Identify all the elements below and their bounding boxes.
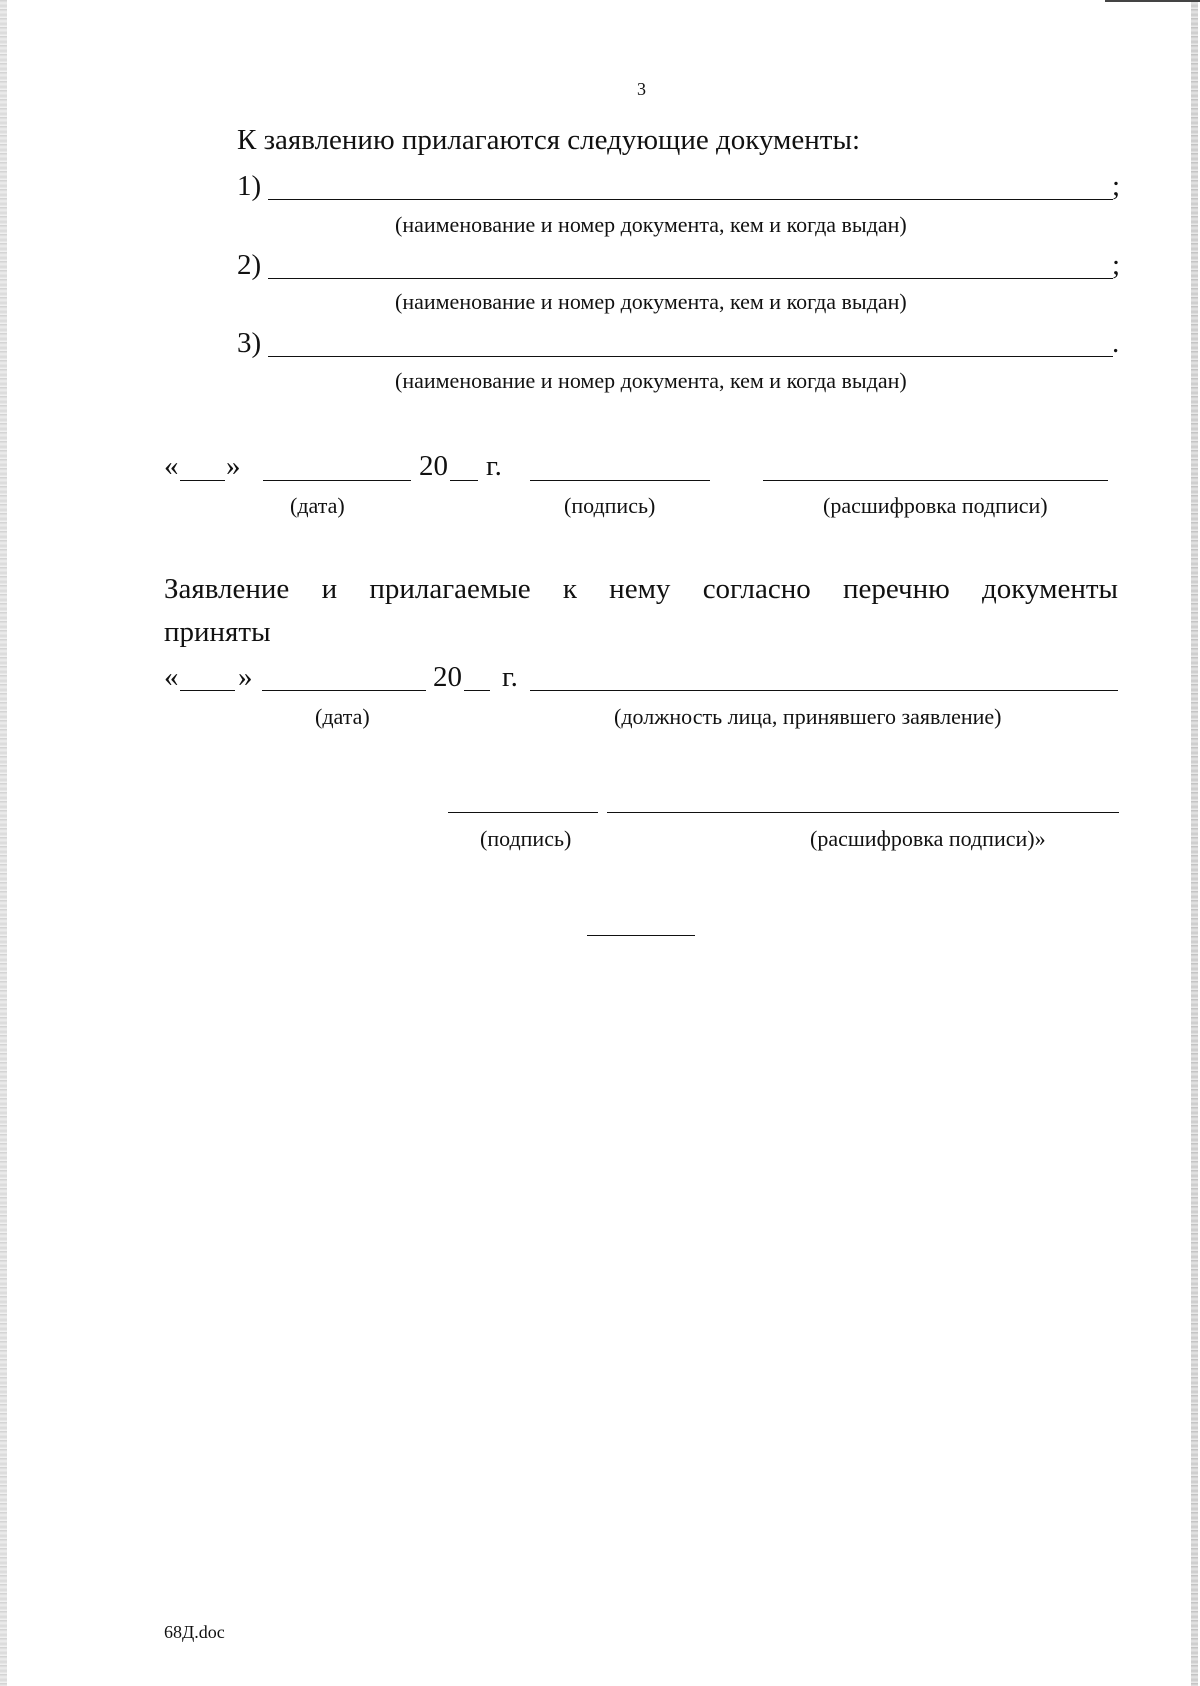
attachments-heading: К заявлению прилагаются следующие документы: (237, 124, 861, 156)
acceptance-signature-caption: (подпись) (480, 826, 572, 851)
attachment-1-end: ; (1112, 170, 1121, 202)
attachment-2-marker: 2) (237, 249, 262, 281)
acceptance-day-line[interactable] (180, 690, 235, 691)
applicant-date-caption: (дата) (290, 493, 345, 518)
attachment-1-caption: (наименование и номер документа, кем и когда выдан) (395, 212, 907, 237)
applicant-quote-close: » (226, 450, 241, 482)
acceptance-text-line2: приняты (164, 616, 271, 648)
applicant-quote-open: « (164, 450, 179, 482)
attachment-1-marker: 1) (237, 170, 262, 202)
acceptance-signature-line[interactable] (448, 812, 598, 813)
scan-edge-left (0, 0, 7, 1686)
acceptance-position-line[interactable] (530, 690, 1118, 691)
attachment-2-caption: (наименование и номер документа, кем и когда выдан) (395, 289, 907, 314)
footer-file-name: 68Д.doc (164, 1622, 225, 1642)
applicant-signature-line[interactable] (530, 480, 710, 481)
acceptance-position-caption: (должность лица, принявшего заявление) (614, 704, 1002, 729)
attachment-3-line[interactable] (268, 356, 1113, 357)
acceptance-date-caption: (дата) (315, 704, 370, 729)
acceptance-year-prefix: 20 (433, 661, 462, 693)
acceptance-signature-decode-line[interactable] (607, 812, 1119, 813)
applicant-year-suffix: г. (486, 450, 502, 482)
applicant-decode-caption: (расшифровка подписи) (823, 493, 1048, 518)
attachment-3-marker: 3) (237, 327, 262, 359)
attachment-3-end: . (1112, 327, 1120, 359)
applicant-signature-caption: (подпись) (564, 493, 656, 518)
acceptance-quote-open: « (164, 661, 179, 693)
acceptance-month-line[interactable] (262, 690, 426, 691)
page-number: 3 (637, 79, 646, 99)
applicant-signature-decode-line[interactable] (763, 480, 1108, 481)
scan-edge-top (1105, 0, 1200, 2)
scan-edge-right (1191, 0, 1198, 1686)
acceptance-decode-caption: (расшифровка подписи)» (810, 826, 1046, 851)
attachment-3-caption: (наименование и номер документа, кем и когда выдан) (395, 368, 907, 393)
applicant-month-line[interactable] (263, 480, 411, 481)
acceptance-year-line[interactable] (464, 690, 490, 691)
attachment-1-line[interactable] (268, 199, 1113, 200)
acceptance-year-suffix: г. (502, 661, 518, 693)
applicant-year-prefix: 20 (419, 450, 448, 482)
attachment-2-line[interactable] (268, 278, 1113, 279)
acceptance-quote-close: » (238, 661, 253, 693)
applicant-year-line[interactable] (450, 480, 478, 481)
acceptance-text-line1: Заявление и прилагаемые к нему согласно перечню документы (164, 573, 1118, 605)
closing-separator (587, 935, 695, 936)
attachment-2-end: ; (1112, 249, 1121, 281)
applicant-day-line[interactable] (180, 480, 225, 481)
